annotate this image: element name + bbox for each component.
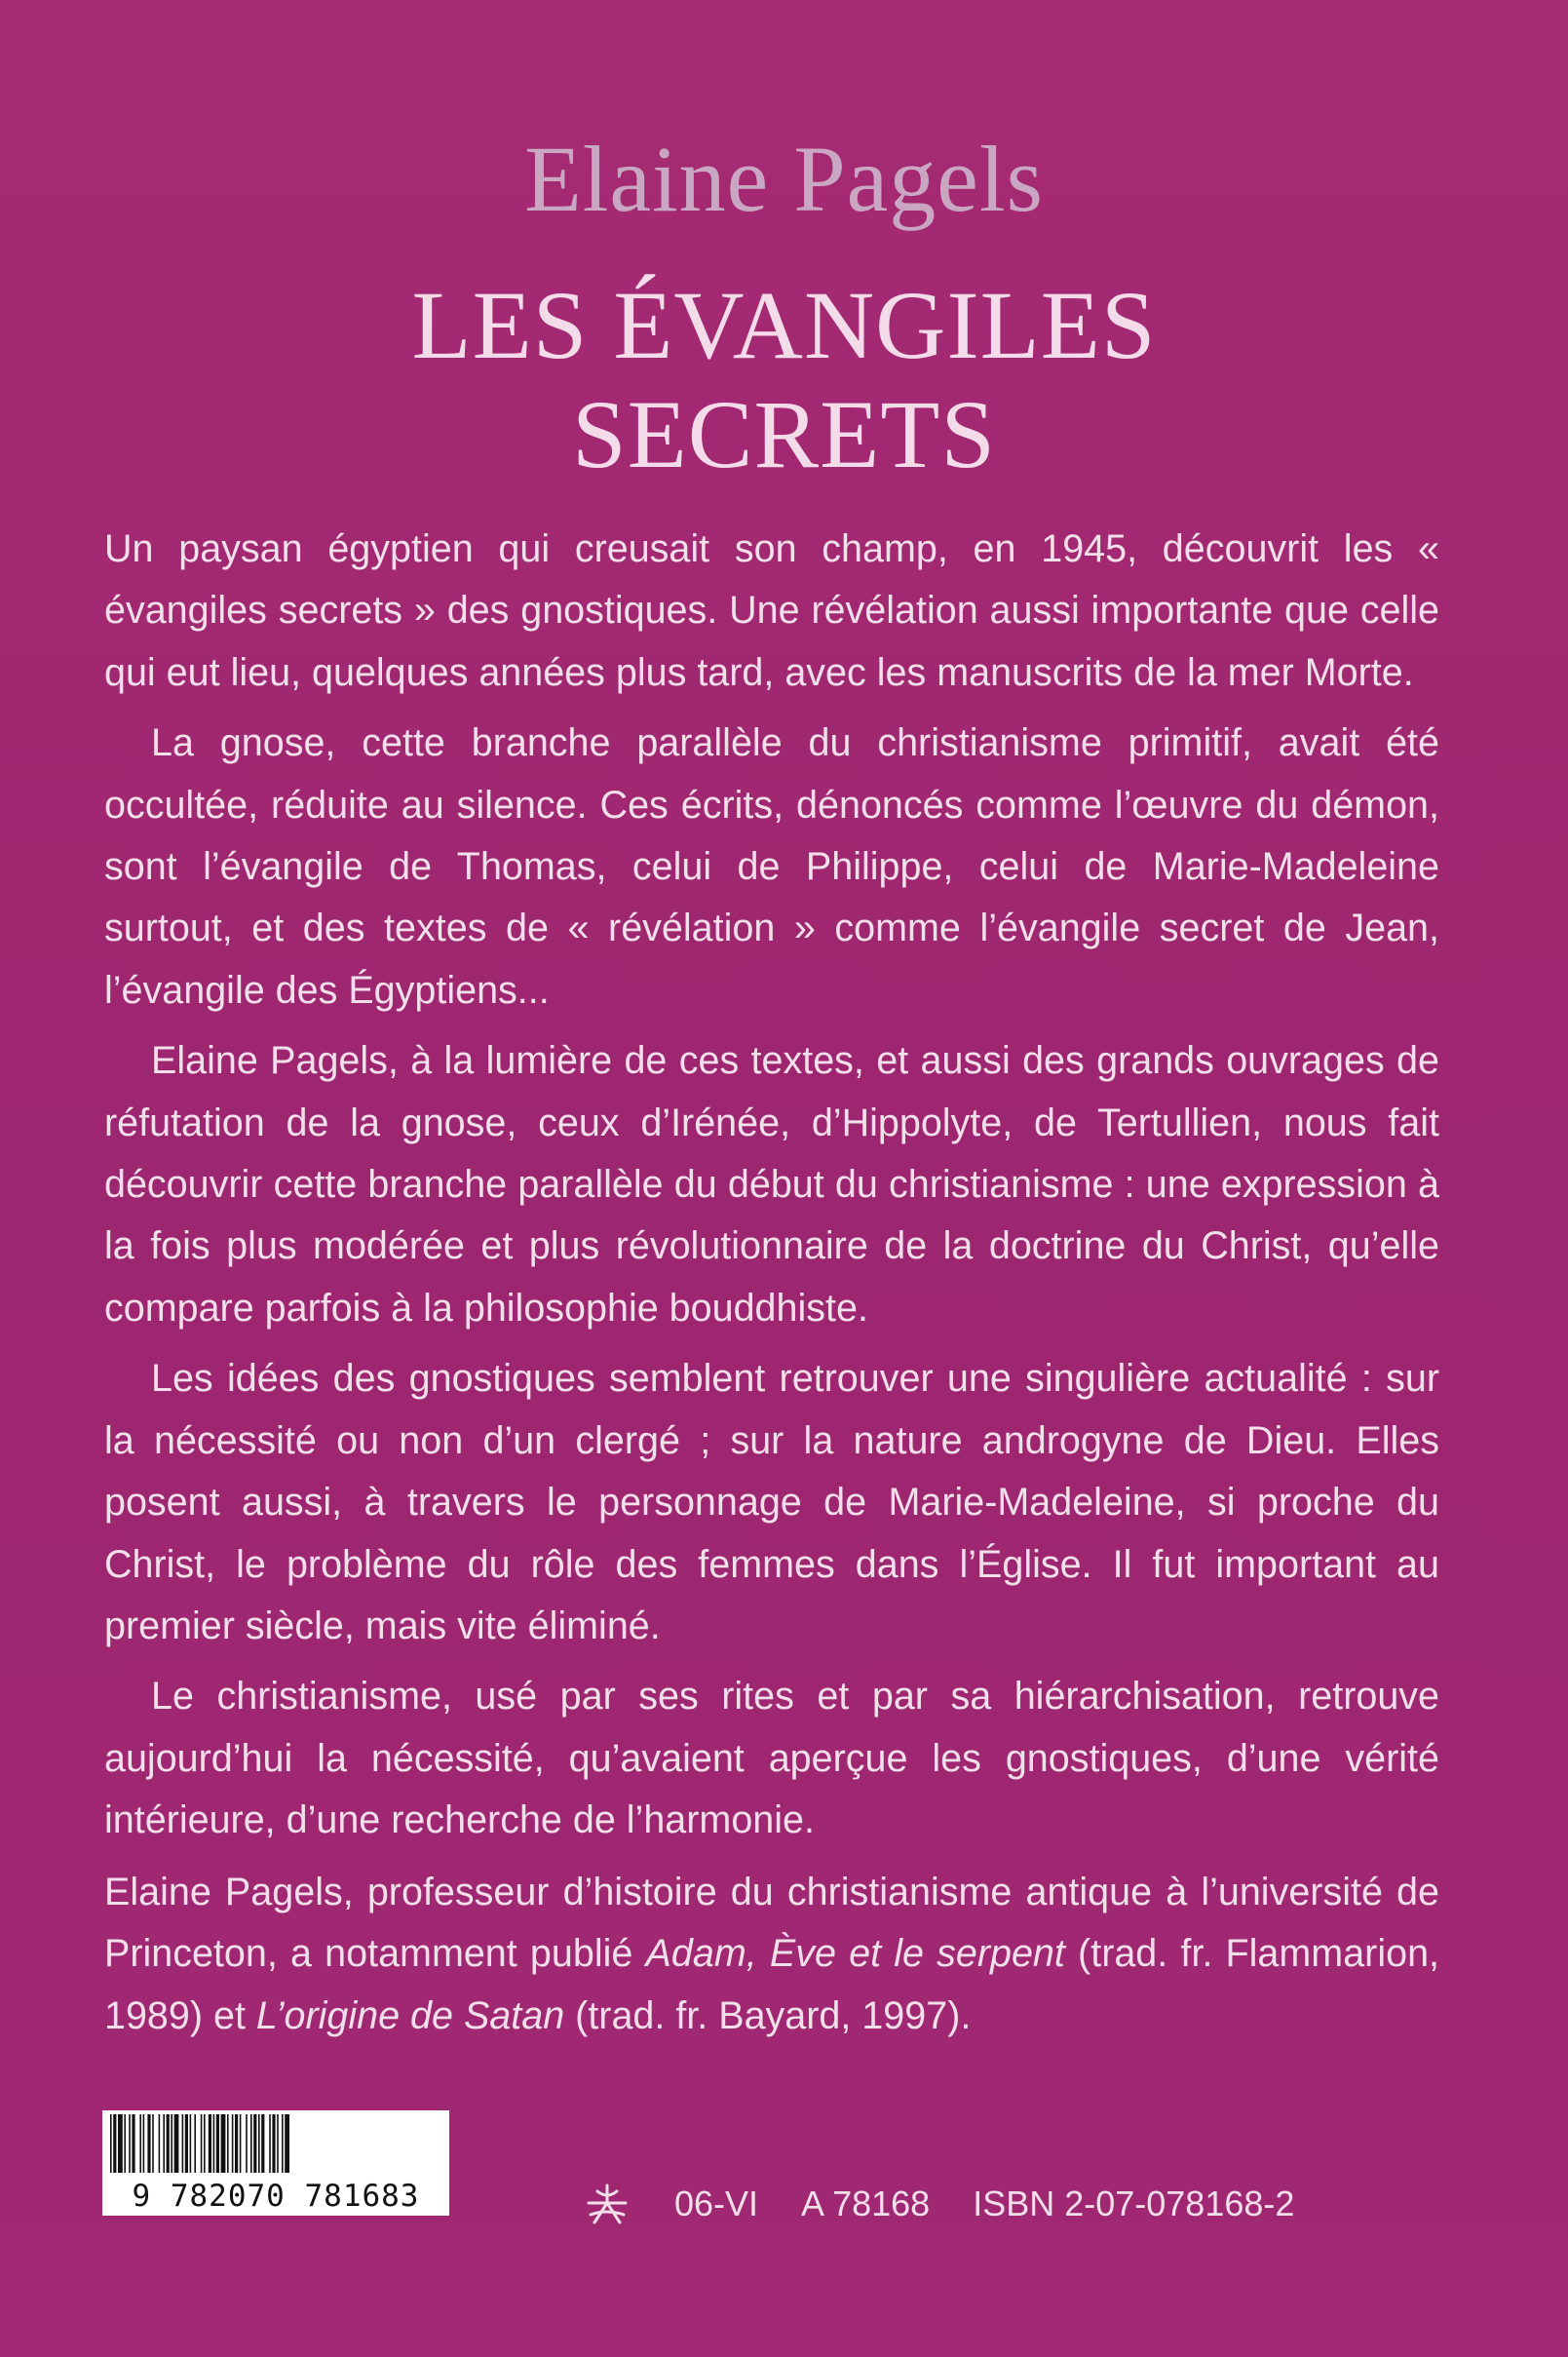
blurb-paragraph: Le christianisme, usé par ses rites et par sa hiérarchisation, retrouve aujourd’hui la nécessité, qu’avaient aperçue les gnostiques, d’une vérité intérieure, d’une recherche de l’harmonie. [104,1675,1439,1842]
barcode [102,2110,449,2216]
reference-code: A 78168 [801,2183,931,2223]
bio-text: Elaine Pagels, professeur d’histoire du christianisme antique à l’université de Princeton, a notamment publié [104,1871,1439,1976]
barcode-number: 9 782070 781683 [132,2179,420,2214]
footer-codes [583,2182,1337,2226]
barcode-bars [110,2114,441,2173]
author-bio [104,1862,1439,2047]
bio-text: (trad. fr. Flammarion, 1989) et [104,1932,1440,2037]
bio-book-title: Adam, Ève et le serpent [645,1932,1065,1976]
blurb-paragraph: Un paysan égyptien qui creusait son champ, en 1945, découvrit les « évangiles secrets » des gnostiques. Une révélation aussi importante que celle qui eut lieu, quelques années plus tard, avec les manuscrits de la mer Morte. [104,527,1439,694]
publisher-logo-icon [583,2182,631,2226]
catalog-code: 06-VI [674,2183,759,2223]
blurb-paragraph: Les idées des gnostiques semblent retrouver une singulière actualité : sur la nécessité ou non d’un clergé ; sur la nature androgyne de Dieu. Elles posent aussi, à travers le personnage de Marie-Madeleine, si proche du Christ, le problème du rôle des femmes dans l’Église. Il fut important au premier siècle, mais vite éliminé. [104,1357,1439,1647]
blurb-paragraph: Elaine Pagels, à la lumière de ces textes, et aussi des grands ouvrages de réfutation de la gnose, ceux d’Irénée, d’Hippolyte, de Tertullien, nous fait découvrir cette branche parallèle du début du christianisme : une expression à la fois plus modérée et plus révolutionnaire de la doctrine du Christ, qu’elle compare parfois à la philosophie bouddhiste. [104,1039,1439,1330]
blurb-paragraph: La gnose, cette branche parallèle du christianisme primitif, avait été occultée, réduite au silence. Ces écrits, dénoncés comme l’œuvre du démon, sont l’évangile de Thomas, celui de Philippe, celui de Marie-Madeleine surtout, et des textes de « révélation » comme l’évangile secret de Jean, l’évangile des Égyptiens... [104,721,1439,1012]
bio-book-title: L’origine de Satan [255,1993,565,2037]
title-line-2: SECRETS [572,380,996,488]
blurb [104,519,1439,1852]
isbn: ISBN 2-07-078168-2 [973,2183,1295,2223]
author-name: Elaine Pagels [524,127,1044,231]
title-line-1: LES ÉVANGILES [411,271,1157,379]
bio-text: (trad. fr. Bayard, 1997). [564,1993,972,2037]
book-title [0,271,1568,489]
